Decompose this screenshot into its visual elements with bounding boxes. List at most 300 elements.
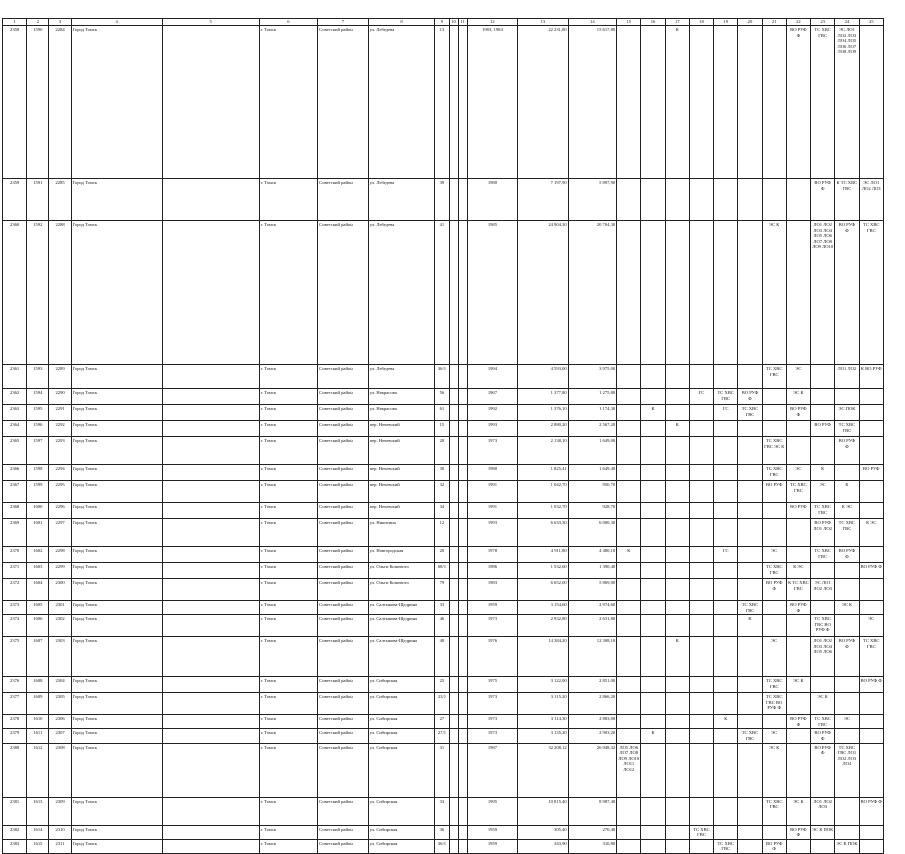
table-cell [738,797,762,825]
table-cell: 1978 [467,547,518,563]
table-cell [762,179,786,221]
table-cell: Город Томск [71,693,162,715]
table-cell [762,715,786,729]
table-cell [665,389,689,405]
table-cell: Город Томск [71,481,162,503]
table-cell: г. Томск [259,179,318,221]
table-cell: 1601 [27,519,49,547]
table-cell [665,547,689,563]
table-cell [665,615,689,637]
table-cell: 3 122,00 [518,677,569,693]
table-cell: Город Томск [71,465,162,481]
table-cell [458,693,467,715]
table-row [3,729,884,743]
table-cell [617,365,641,389]
table-cell: ЭС К ПОК [811,825,835,839]
table-cell: 2306 [49,715,71,729]
table-cell: 2302 [49,615,71,637]
table-cell: ул. Лебедева [368,221,435,365]
table-cell: 2303 [49,637,71,677]
table-cell: 2362 [3,389,27,405]
table-cell: г. Томск [259,743,318,797]
table-cell: г. Томск [259,715,318,729]
table-cell [665,825,689,839]
table-cell [738,421,762,437]
table-cell [714,503,738,519]
table-cell: ВО РУФ [859,465,883,481]
table-cell [689,637,713,677]
table-cell [449,519,458,547]
column-number: 3 [49,19,71,26]
table-cell: 1594 [27,389,49,405]
table-row [3,365,884,389]
table-cell: г. Томск [259,26,318,179]
table-cell: 2360 [3,221,27,365]
table-cell [162,179,259,221]
table-cell [714,26,738,179]
table-cell [714,437,738,465]
table-row [3,519,884,547]
table-cell: 2293 [49,437,71,465]
table-cell [859,503,883,519]
table-cell [617,615,641,637]
table-cell [738,677,762,693]
table-cell [786,421,810,437]
table-cell [738,503,762,519]
table-cell: 2311 [49,839,71,853]
table-cell: К [641,405,665,421]
table-cell [449,365,458,389]
table-cell [665,729,689,743]
table-cell: ул. Некрасова [368,405,435,421]
table-cell: 2382 [3,825,27,839]
table-cell [786,693,810,715]
table-cell [714,825,738,839]
table-cell: 2297 [49,519,71,547]
table-cell: Советский район [318,797,369,825]
table-cell [665,677,689,693]
table-cell: ЭС К [786,389,810,405]
table-cell: 1604 [27,579,49,601]
table-cell: К [738,615,762,637]
table-cell: г. Томск [259,365,318,389]
table-cell: Советский район [318,579,369,601]
table-row [3,465,884,481]
table-cell: Советский район [318,601,369,615]
table-cell [665,693,689,715]
table-cell: 4 911,80 [518,547,569,563]
table-cell [617,519,641,547]
table-cell: ул. Сибирская [368,839,435,853]
table-cell [449,579,458,601]
table-cell [449,421,458,437]
table-cell [714,221,738,365]
table-cell [458,839,467,853]
table-cell: 1611 [27,729,49,743]
table-cell: Советский район [318,179,369,221]
table-cell [665,519,689,547]
table-cell: 2377 [3,693,27,715]
table-cell: Советский район [318,437,369,465]
table-cell: 1593 [27,365,49,389]
column-number-header [3,19,884,26]
table-cell [665,601,689,615]
table-cell: 28 [435,437,449,465]
table-cell: 1 032,70 [518,503,569,519]
table-cell [714,465,738,481]
table-cell: 1980 [467,465,518,481]
table-cell [835,579,859,601]
table-cell: Советский район [318,389,369,405]
table-cell [738,465,762,481]
table-cell [738,481,762,503]
table-cell [449,547,458,563]
table-cell: г. Томск [259,825,318,839]
table-cell: 1993 [467,421,518,437]
table-cell: ТС ХВС ГВС [762,465,786,481]
table-cell: 48 [435,637,449,677]
table-cell: ТС ХВС ГВС ВО РУФ Ф [762,693,786,715]
table-cell: 2367 [3,481,27,503]
table-cell: Город Томск [71,437,162,465]
table-cell: 1599 [27,481,49,503]
table-cell [458,797,467,825]
table-cell [458,637,467,677]
table-cell: 1991 [467,481,518,503]
table-cell: 2284 [49,26,71,179]
table-cell [738,839,762,853]
table-cell: 1614 [27,825,49,839]
table-cell: 2304 [49,677,71,693]
column-number: 7 [318,19,369,26]
table-cell: 2 883,00 [568,715,616,729]
table-cell [458,743,467,797]
table-cell: 36/1 [435,839,449,853]
table-cell: Город Томск [71,743,162,797]
table-cell: 1602 [27,547,49,563]
table-cell [738,743,762,797]
column-number: 14 [568,19,616,26]
table-cell [714,637,738,677]
table-cell: 2305 [49,693,71,715]
table-cell: 31 [435,743,449,797]
table-cell: Советский район [318,481,369,503]
table-cell: 24 904,30 [518,221,569,365]
table-cell: ЛО1 ЛО2 ЛО3 ЛО4 ЛО5 ЛО6 ЛО7 ЛО8 ЛО9 ЛО10 [811,221,835,365]
table-row [3,503,884,519]
table-cell [859,601,883,615]
table-cell: 2373 [3,601,27,615]
table-cell [617,503,641,519]
table-cell [617,179,641,221]
table-cell: ВО РУФ ЛО1 ЛО2 [811,519,835,547]
table-cell [162,547,259,563]
table-cell: г. Томск [259,437,318,465]
table-cell [641,503,665,519]
table-cell [641,797,665,825]
table-cell [449,637,458,677]
table-cell: 1597 [27,437,49,465]
table-cell [714,693,738,715]
column-number: 10 [449,19,458,26]
column-number: 17 [665,19,689,26]
table-cell [689,405,713,421]
table-cell: 2378 [3,715,27,729]
table-cell: 2 866,20 [568,693,616,715]
table-cell: ВО РУФ [762,481,786,503]
table-cell [641,637,665,677]
table-cell: г. Томск [259,405,318,421]
table-cell: ул. Некрасова [368,389,435,405]
table-row [3,437,884,465]
table-cell [617,405,641,421]
table-cell [617,481,641,503]
table-cell: Город Томск [71,405,162,421]
table-cell: 46 [435,615,449,637]
column-number: 12 [467,19,518,26]
column-number: 2 [27,19,49,26]
table-cell: ВО РУФ Ф [786,825,810,839]
table-cell [859,839,883,853]
column-number: 16 [641,19,665,26]
table-cell [458,519,467,547]
table-cell [449,179,458,221]
table-cell: ул. Ольги Кошевого [368,579,435,601]
table-cell: Советский район [318,547,369,563]
table-cell: К [641,729,665,743]
table-cell: 1967 [467,389,518,405]
table-cell: 1590 [27,26,49,179]
table-row [3,825,884,839]
table-cell [449,729,458,743]
table-cell [641,615,665,637]
table-cell [665,481,689,503]
table-cell: 1595 [27,405,49,421]
table-cell [811,405,835,421]
table-cell: г. Томск [259,481,318,503]
table-cell [617,579,641,601]
table-cell [811,437,835,465]
table-cell [738,825,762,839]
table-cell [617,677,641,693]
table-cell: 1983, 1984 [467,26,518,179]
table-cell [762,519,786,547]
table-cell: 2374 [3,615,27,637]
table-cell: Город Томск [71,503,162,519]
table-cell [162,389,259,405]
table-cell [641,26,665,179]
table-cell [449,615,458,637]
table-cell [835,677,859,693]
table-cell [835,615,859,637]
table-cell: Город Томск [71,677,162,693]
table-cell [762,405,786,421]
table-cell [714,481,738,503]
table-cell: ВО РУФ Ф [811,743,835,797]
table-row [3,563,884,579]
table-cell: 2364 [3,421,27,437]
table-cell: 1609 [27,693,49,715]
table-cell [617,637,641,677]
table-cell: ул. Никитина [368,519,435,547]
table-cell [162,365,259,389]
table-cell: ул. Новгородская [368,547,435,563]
table-cell [665,579,689,601]
table-cell: Советский район [318,563,369,579]
table-cell: 1 649,40 [568,465,616,481]
table-cell [738,519,762,547]
table-cell: г. Томск [259,389,318,405]
table-cell: 2307 [49,729,71,743]
table-cell: 36 [435,825,449,839]
table-cell [617,797,641,825]
table-row [3,579,884,601]
table-cell: ЭС К [786,677,810,693]
table-cell [665,405,689,421]
table-cell: ВО РУФ Ф [786,405,810,421]
table-cell: 12 308,10 [568,637,616,677]
table-cell [689,601,713,615]
table-cell [458,715,467,729]
table-cell [786,729,810,743]
table-cell [689,693,713,715]
table-cell: ул. Лебедева [368,179,435,221]
table-cell: 5 869,00 [568,579,616,601]
table-cell [714,519,738,547]
table-cell: ВО РУФ [786,503,810,519]
table-cell: 2366 [3,465,27,481]
table-cell: ЭС К [811,693,835,715]
table-cell [665,743,689,797]
table-cell: 3 115,20 [518,693,569,715]
table-cell: 2361 [3,365,27,389]
table-cell [665,221,689,365]
table-cell [162,839,259,853]
column-number: 8 [368,19,435,26]
table-cell: 2310 [49,825,71,839]
table-cell: 2363 [3,405,27,421]
register-table-page [2,18,884,852]
table-cell: 2380 [3,743,27,797]
table-cell: ЛО1 ЛО2 ЛО3 ЛО4 ЛО5 ЛО6 [811,637,835,677]
table-cell: г. Томск [259,579,318,601]
table-cell: К ЭС [859,519,883,547]
table-cell [162,601,259,615]
table-cell [162,637,259,677]
table-cell: 1995 [467,797,518,825]
table-row [3,26,884,179]
table-cell: ул. Ольги Кошевого [368,563,435,579]
table-cell [458,601,467,615]
table-cell: 1 532,60 [518,563,569,579]
table-cell: ГС [714,547,738,563]
table-cell [714,797,738,825]
table-cell [617,389,641,405]
table-cell: 1592 [27,221,49,365]
table-cell: 27/1 [435,729,449,743]
table-cell [859,743,883,797]
table-cell: 30 [435,465,449,481]
table-cell [449,797,458,825]
table-cell: ул. Салтыкова-Щедрина [368,601,435,615]
table-cell [162,693,259,715]
table-cell: 1973 [467,437,518,465]
table-cell [835,563,859,579]
table-cell: Советский район [318,465,369,481]
table-cell: Советский район [318,839,369,853]
table-cell: г. Томск [259,465,318,481]
table-cell [689,729,713,743]
table-cell: 1993 [467,519,518,547]
table-cell: ВО РУФ Ф [835,221,859,365]
table-cell [786,743,810,797]
table-cell: 2 138,10 [518,437,569,465]
table-cell: ТС ХВС ГВС [811,715,835,729]
table-row [3,389,884,405]
table-cell: К ЭС [786,563,810,579]
table-cell [449,389,458,405]
table-cell: Город Томск [71,615,162,637]
column-number: 1 [3,19,27,26]
table-row [3,547,884,563]
table-cell: 1973 [467,729,518,743]
table-cell [449,677,458,693]
table-cell: 2299 [49,563,71,579]
table-cell [162,437,259,465]
table-cell [689,797,713,825]
table-cell: 6 000,30 [568,519,616,547]
table-cell [689,481,713,503]
table-cell: 1986 [467,563,518,579]
table-cell [859,693,883,715]
table-cell [859,825,883,839]
table-cell: 2376 [3,677,27,693]
table-cell [458,677,467,693]
table-cell [835,729,859,743]
table-cell [641,179,665,221]
table-cell: 6 633,30 [518,519,569,547]
table-cell [738,221,762,365]
table-cell: Город Томск [71,563,162,579]
table-cell: К ЭС [835,503,859,519]
table-cell [738,547,762,563]
table-cell: 2296 [49,503,71,519]
table-cell: ТС ХВС ГВС ЭС К [762,437,786,465]
table-cell: 1959 [467,825,518,839]
table-cell: 2381 [3,797,27,825]
table-cell [449,503,458,519]
table-cell [458,465,467,481]
register-rows [3,26,884,854]
table-cell [714,743,738,797]
table-cell [458,389,467,405]
table-cell: ул. Салтыкова-Щедрина [368,637,435,677]
table-cell: Советский район [318,677,369,693]
table-cell [665,179,689,221]
table-cell [689,615,713,637]
table-cell [162,797,259,825]
table-cell: ГС [689,389,713,405]
table-cell: 2371 [3,563,27,579]
table-cell: 1959 [467,601,518,615]
table-cell: 34 [435,503,449,519]
table-cell: 2 567,20 [568,421,616,437]
table-cell: ул. Сибирская [368,693,435,715]
table-cell [641,677,665,693]
table-cell: 41 [435,221,449,365]
table-cell: ТС ХВС ГВС [738,601,762,615]
table-cell [617,465,641,481]
